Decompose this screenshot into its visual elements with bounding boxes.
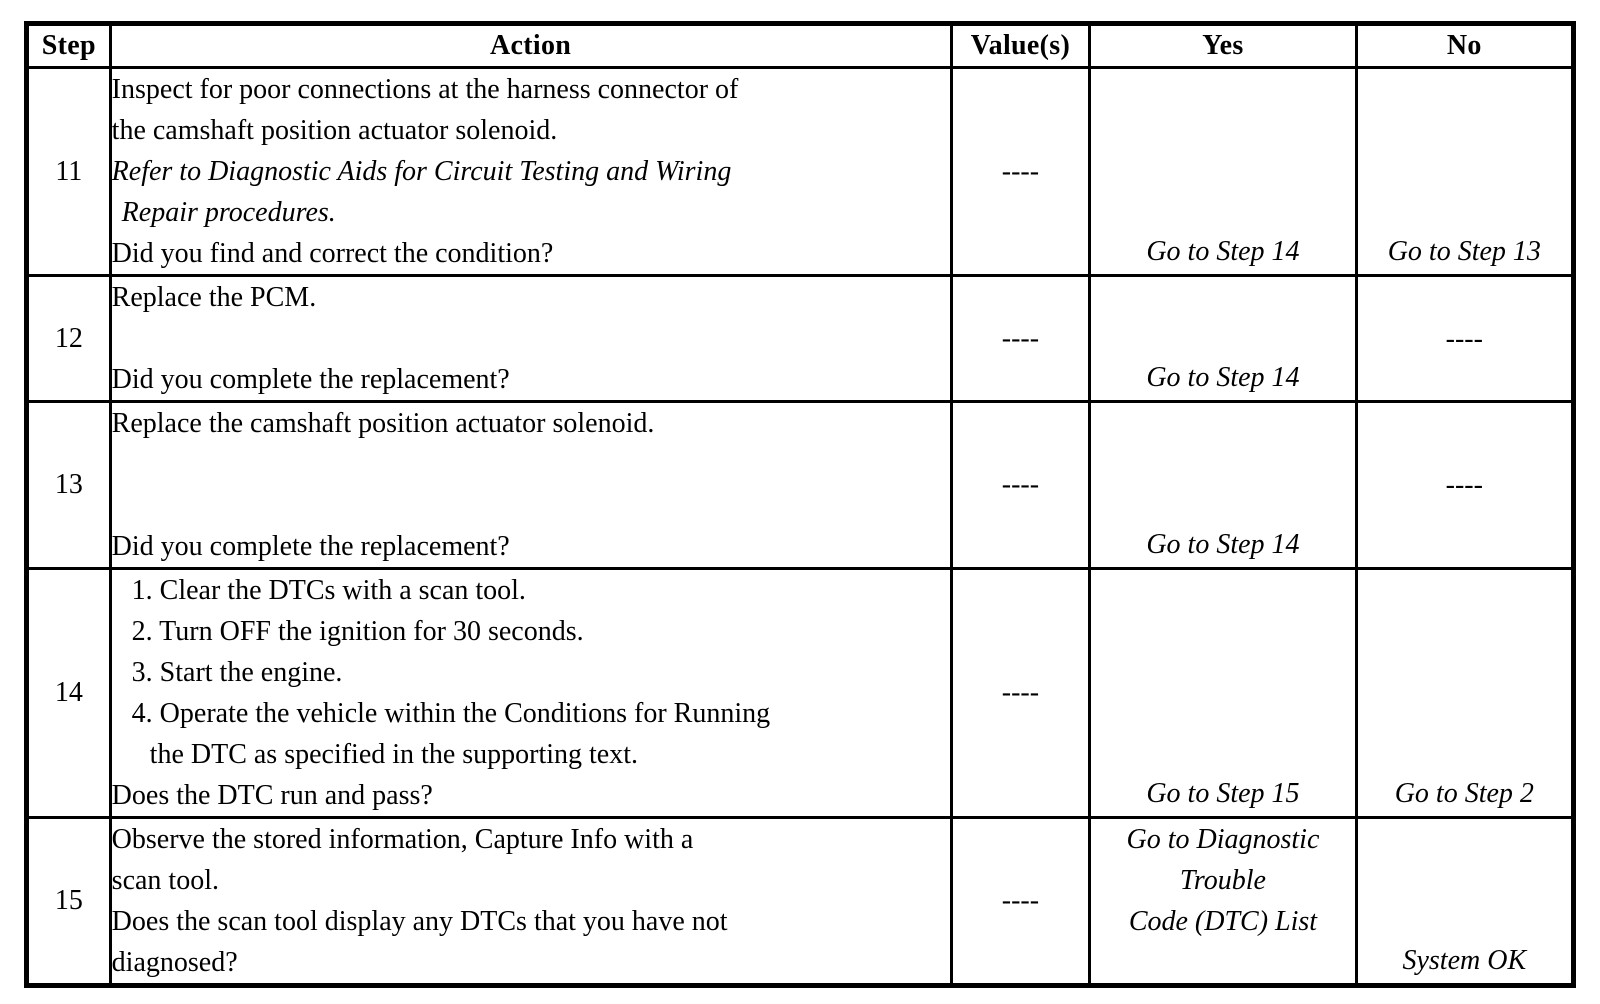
step-number: 12	[27, 276, 111, 402]
yes-link: Go to Step 14	[1146, 529, 1300, 560]
no-cell	[1356, 402, 1573, 569]
header-row	[27, 24, 1574, 68]
no-value: ----	[1445, 323, 1483, 354]
step-number: 11	[27, 68, 111, 276]
action-reference: Repair procedures.	[121, 197, 336, 228]
no-cell	[1356, 818, 1573, 986]
action-list-item: 3. Start the engine.	[131, 657, 343, 688]
action-list-item: 1. Clear the DTCs with a scan tool.	[131, 575, 526, 606]
yes-link: Go to Step 14	[1146, 236, 1300, 267]
action-cell	[110, 818, 951, 986]
no-value: ----	[1445, 469, 1483, 501]
header-no: No	[1356, 24, 1573, 68]
table-row-step-13	[27, 402, 1574, 569]
yes-cell	[1090, 276, 1356, 402]
diagnostic-table	[24, 21, 1576, 988]
action-text: scan tool.	[111, 865, 219, 896]
action-question: Did you complete the replacement?	[111, 531, 510, 562]
action-text: Replace the camshaft position actuator solenoid.	[111, 408, 655, 439]
yes-link: Code (DTC) List	[1128, 906, 1318, 937]
action-list-item: 4. Operate the vehicle within the Conditions for Running	[131, 698, 771, 729]
action-text: Replace the PCM.	[111, 282, 317, 313]
value-cell: ----	[951, 569, 1090, 818]
header-values: Value(s)	[951, 24, 1090, 68]
action-question: diagnosed?	[111, 947, 238, 978]
value-cell: ----	[951, 276, 1090, 402]
table-row-step-15	[27, 818, 1574, 986]
table-row-step-14	[27, 569, 1574, 818]
yes-link: Go to Step 15	[1146, 778, 1300, 809]
action-text: Inspect for poor connections at the harness connector of	[111, 74, 739, 105]
yes-link: Trouble	[1179, 865, 1266, 896]
no-cell	[1356, 569, 1573, 818]
no-link: Go to Step 13	[1387, 236, 1541, 267]
action-cell	[110, 402, 951, 569]
yes-cell	[1090, 402, 1356, 569]
action-spacer	[112, 444, 950, 485]
yes-cell	[1090, 818, 1356, 986]
action-question: Did you complete the replacement?	[111, 364, 510, 395]
action-question: Does the scan tool display any DTCs that you have not	[111, 906, 728, 937]
action-question: Does the DTC run and pass?	[111, 780, 433, 811]
action-text: Observe the stored information, Capture Info with a	[111, 824, 694, 855]
value-cell: ----	[951, 402, 1090, 569]
header-yes: Yes	[1090, 24, 1356, 68]
action-spacer	[112, 485, 950, 526]
step-number: 15	[27, 818, 111, 986]
action-cell	[110, 68, 951, 276]
value-cell: ----	[951, 68, 1090, 276]
no-cell	[1356, 276, 1573, 402]
action-question: Did you find and correct the condition?	[111, 238, 554, 269]
yes-cell	[1090, 569, 1356, 818]
action-cell	[110, 276, 951, 402]
action-text: the camshaft position actuator solenoid.	[111, 115, 558, 146]
no-cell	[1356, 68, 1573, 276]
yes-cell	[1090, 68, 1356, 276]
action-reference: Refer to Diagnostic Aids for Circuit Testing and Wiring	[111, 156, 732, 187]
step-number: 14	[27, 569, 111, 818]
yes-link: Go to Diagnostic	[1126, 824, 1320, 855]
table-row-step-11	[27, 68, 1574, 276]
action-cell	[110, 569, 951, 818]
action-list-item: 2. Turn OFF the ignition for 30 seconds.	[131, 616, 584, 647]
table-row-step-12	[27, 276, 1574, 402]
no-link: Go to Step 2	[1394, 778, 1534, 809]
step-number: 13	[27, 402, 111, 569]
header-step: Step	[27, 24, 111, 68]
header-action: Action	[110, 24, 951, 68]
action-list-item-continued: the DTC as specified in the supporting text.	[149, 739, 639, 770]
no-link: System OK	[1402, 945, 1527, 976]
action-spacer	[112, 318, 950, 359]
yes-link: Go to Step 14	[1146, 362, 1300, 393]
value-cell: ----	[951, 818, 1090, 986]
